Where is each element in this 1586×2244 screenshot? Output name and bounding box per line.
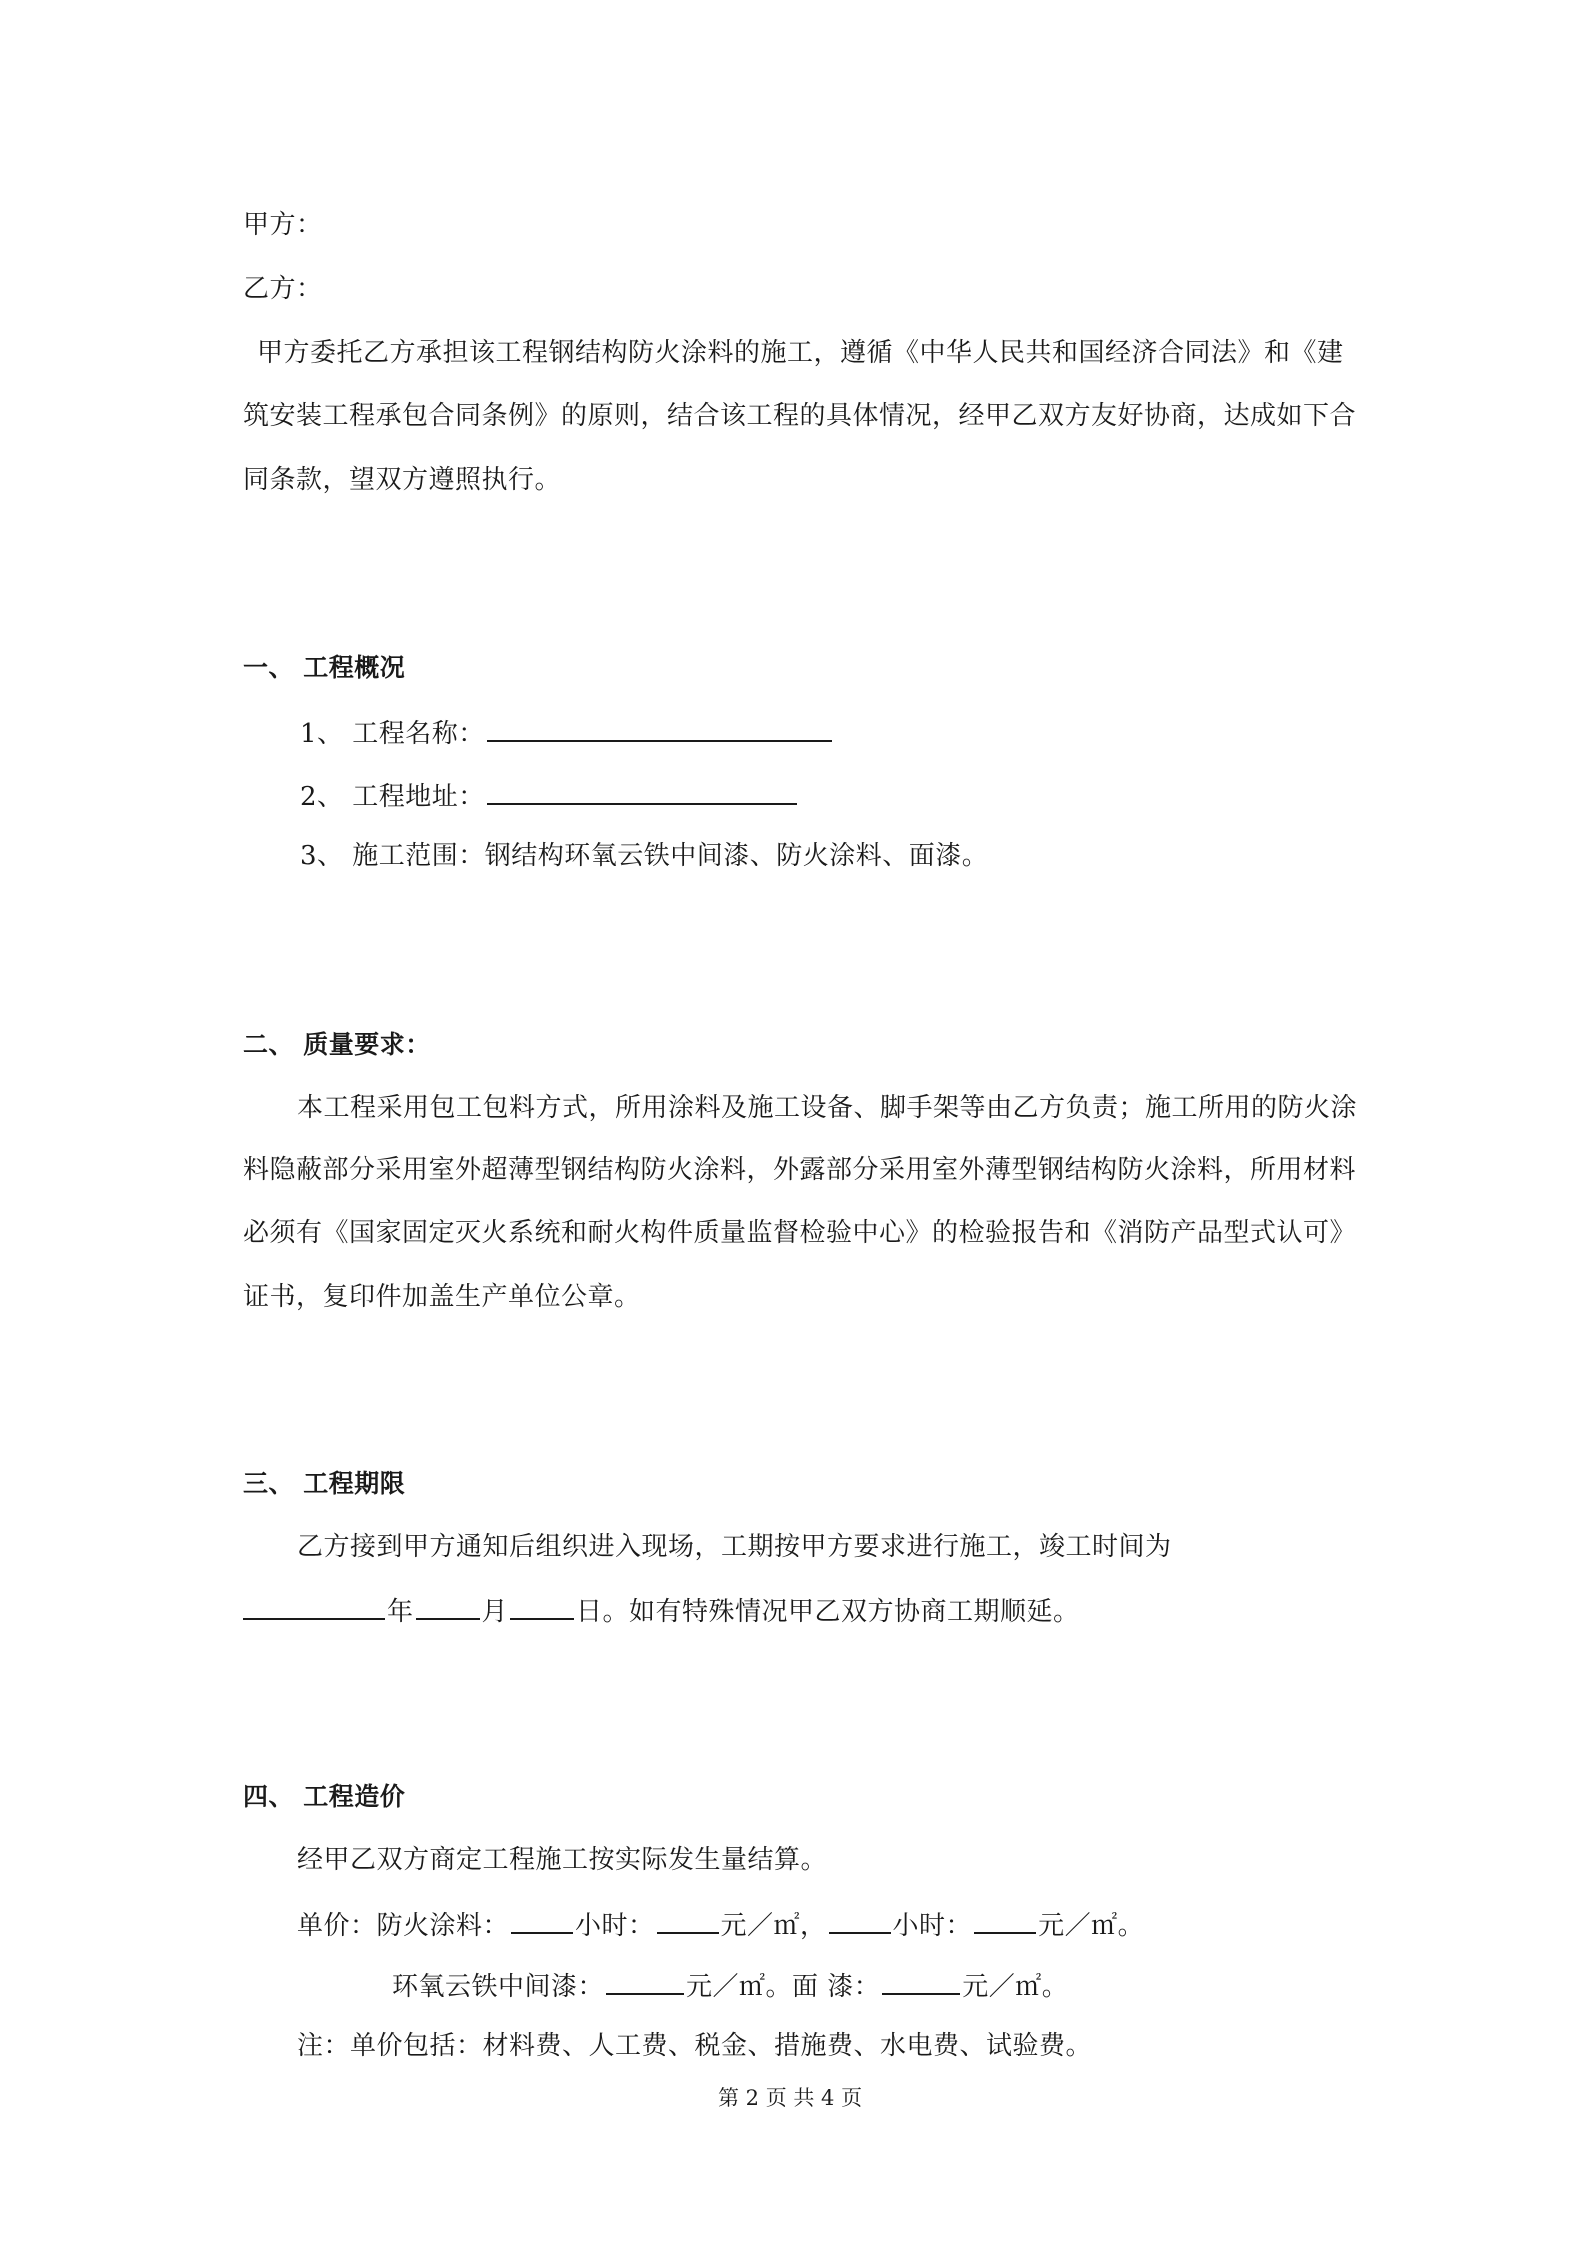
intermediate-coat-price-blank[interactable] bbox=[606, 1967, 684, 1995]
topcoat-price-blank[interactable] bbox=[882, 1967, 960, 1995]
day-label: 日。 bbox=[576, 1597, 630, 1627]
fireproof-hours-blank-1[interactable] bbox=[511, 1906, 573, 1934]
project-address-blank[interactable] bbox=[487, 777, 797, 805]
intermediate-coat-row bbox=[392, 1967, 1068, 2004]
unit-label-2: 元／㎡。 bbox=[1038, 1911, 1145, 1941]
construction-scope: 3、 施工范围：钢结构环氧云铁中间漆、防火涂料、面漆。 bbox=[300, 841, 989, 871]
intermediate-coat-label: 环氧云铁中间漆： bbox=[392, 1972, 605, 2002]
unit-label-4: 元／㎡。 bbox=[962, 1972, 1069, 2002]
project-address-row bbox=[300, 777, 799, 814]
quality-line-3: 必须有《国家固定灭火系统和耐火构件质量监督检验中心》的检验报告和《消防产品型式认可》 bbox=[243, 1218, 1357, 1248]
day-blank[interactable] bbox=[510, 1592, 574, 1620]
party-b-label: 乙方： bbox=[243, 274, 323, 304]
project-name-label: 1、 工程名称： bbox=[300, 719, 485, 749]
unit-label-1: 元／㎡， bbox=[720, 1911, 827, 1941]
section-4-heading: 四、 工程造价 bbox=[243, 1782, 406, 1811]
fireproof-price-blank-2[interactable] bbox=[974, 1906, 1036, 1934]
cost-line-1: 经甲乙双方商定工程施工按实际发生量结算。 bbox=[297, 1845, 828, 1875]
completion-date-row bbox=[243, 1592, 1080, 1629]
hour-label-1: 小时： bbox=[575, 1911, 655, 1941]
project-name-blank[interactable] bbox=[487, 714, 832, 742]
section-3-heading: 三、 工程期限 bbox=[243, 1469, 406, 1498]
schedule-tail: 如有特殊情况甲乙双方协商工期顺延。 bbox=[629, 1597, 1080, 1627]
intro-line-1: 甲方委托乙方承担该工程钢结构防火涂料的施工，遵循《中华人民共和国经济合同法》和《建 bbox=[257, 338, 1344, 368]
page-number: 第 2 页 共 4 页 bbox=[718, 2086, 863, 2110]
year-blank[interactable] bbox=[243, 1592, 385, 1620]
quality-line-1: 本工程采用包工包料方式，所用涂料及施工设备、脚手架等由乙方负责；施工所用的防火涂 bbox=[297, 1093, 1358, 1123]
quality-line-4: 证书，复印件加盖生产单位公章。 bbox=[243, 1282, 641, 1312]
month-label: 月 bbox=[481, 1597, 509, 1627]
project-name-row bbox=[300, 714, 834, 751]
price-note: 注：单价包括：材料费、人工费、税金、措施费、水电费、试验费。 bbox=[297, 2031, 1093, 2061]
month-blank[interactable] bbox=[416, 1592, 480, 1620]
schedule-line-1: 乙方接到甲方通知后组织进入现场，工期按甲方要求进行施工，竣工时间为 bbox=[297, 1532, 1172, 1562]
intro-line-3: 同条款，望双方遵照执行。 bbox=[243, 465, 562, 495]
unit-price-label: 单价：防火涂料： bbox=[297, 1911, 510, 1941]
intro-line-2: 筑安装工程承包合同条例》的原则，结合该工程的具体情况，经甲乙双方友好协商，达成如下合 bbox=[243, 401, 1357, 431]
hour-label-2: 小时： bbox=[892, 1911, 973, 1941]
party-a-label: 甲方： bbox=[243, 210, 323, 240]
fireproof-hours-blank-2[interactable] bbox=[829, 1906, 891, 1934]
fireproof-price-blank-1[interactable] bbox=[657, 1906, 719, 1934]
section-1-heading: 一、 工程概况 bbox=[243, 653, 406, 682]
section-2-heading: 二、 质量要求： bbox=[243, 1030, 431, 1059]
unit-price-row bbox=[297, 1906, 1144, 1943]
quality-line-2: 料隐蔽部分采用室外超薄型钢结构防火涂料，外露部分采用室外薄型钢结构防火涂料，所用材料 bbox=[243, 1155, 1357, 1185]
unit-label-3: 元／㎡。面 漆： bbox=[686, 1972, 881, 2002]
year-label: 年 bbox=[387, 1597, 414, 1627]
project-address-label: 2、 工程地址： bbox=[300, 782, 485, 812]
